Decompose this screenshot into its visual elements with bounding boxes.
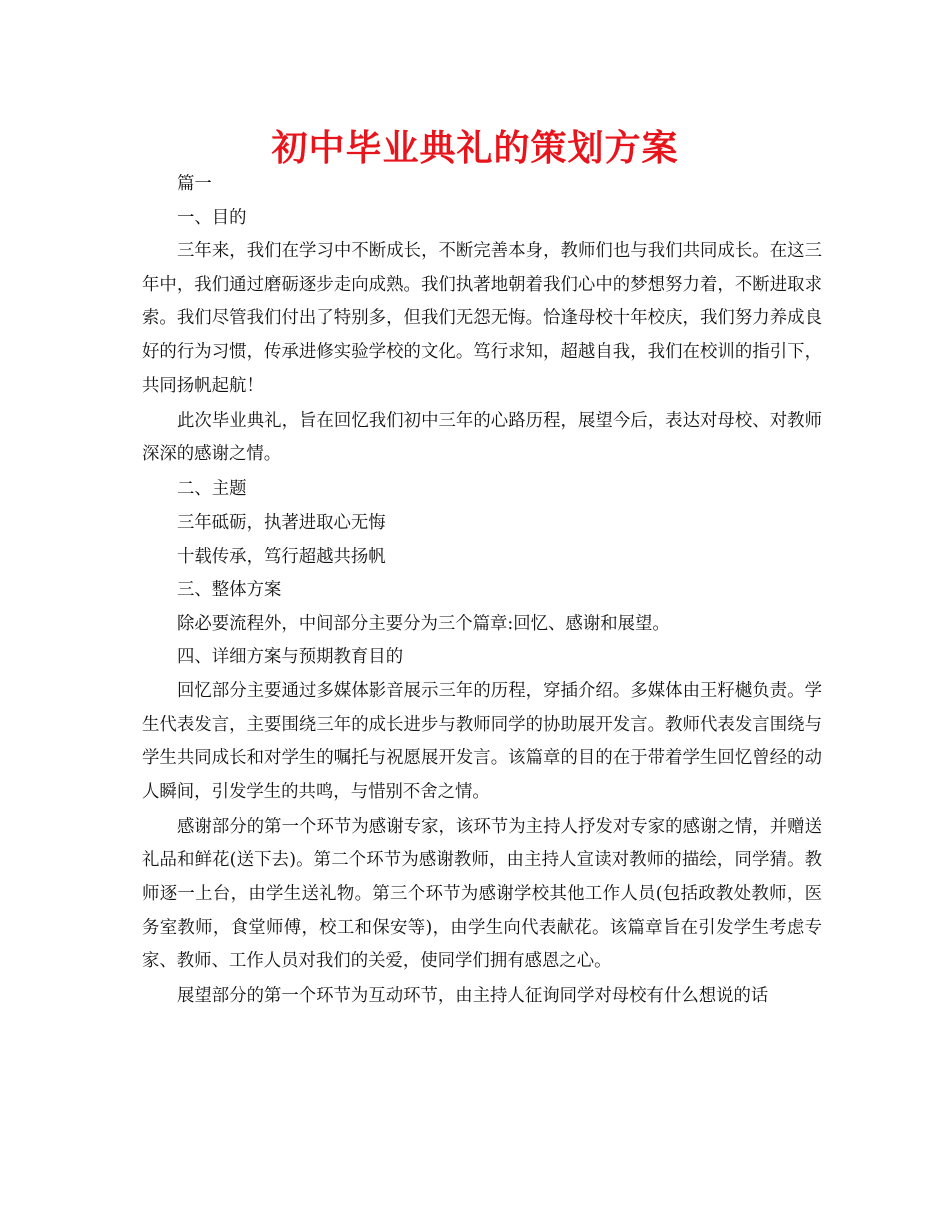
paragraph-ceremony-aim: 此次毕业典礼，旨在回忆我们初中三年的心路历程，展望今后，表达对母校、对教师深深的感谢之情。 [142, 410, 822, 465]
paragraph-thanks-part: 感谢部分的第一个环节为感谢专家，该环节为主持人抒发对专家的感谢之情，并赠送礼品和鲜花(送下去)。第二个环节为感谢教师，由主持人宣读对教师的描绘，同学猜。教师逐一上台，由学生送礼物。第三个环节为感谢学校其他工作人员(包括政教处教师，医务室教师，食堂师傅，校工和保安等)，由学生向代表献花。该篇章旨在引发学生考虑专家、教师、工作人员对我们的关爱，使同学们拥有感恩之心。 [142, 816, 822, 972]
heading-theme: 二、主题 [177, 479, 247, 500]
heading-detailed-plan: 四、详细方案与预期教育目的 [177, 647, 404, 668]
paragraph-outlook-part: 展望部分的第一个环节为互动环节，由主持人征询同学对母校有什么想说的话 [177, 986, 769, 1007]
paragraph-purpose: 三年来，我们在学习中不断成长，不断完善本身，教师们也与我们共同成长。在这三年中，我们通过磨砺逐步走向成熟。我们执著地朝着我们心中的梦想努力着，不断进取求索。我们尽管我们付出了特别多，但我们无怨无悔。恰逢母校十年校庆，我们努力养成良好的行为习惯，传承进修实验学校的文化。笃行求知，超越自我，我们在校训的指引下，共同扬帆起航！ [142, 241, 822, 396]
document-title: 初中毕业典礼的策划方案 [271, 128, 679, 169]
paragraph-review-part: 回忆部分主要通过多媒体影音展示三年的历程，穿插介绍。多媒体由王籽樾负责。学生代表发言，主要围绕三年的成长进步与教师同学的协助展开发言。教师代表发言围绕与学生共同成长和对学生的嘱托与祝愿展开发言。该篇章的目的在于带着学生回忆曾经的动人瞬间，引发学生的共鸣，与惜别不舍之情。 [142, 680, 822, 802]
paragraph-section-label: 篇一 [177, 174, 212, 194]
heading-overall-plan: 三、整体方案 [177, 580, 282, 601]
theme-line-2: 十载传承，笃行超越共扬帆 [177, 546, 386, 567]
heading-purpose: 一、目的 [177, 207, 247, 228]
document-body [142, 168, 822, 1014]
paragraph-overall-plan: 除必要流程外，中间部分主要分为三个篇章:回忆、感谢和展望。 [177, 613, 670, 634]
theme-line-1: 三年砥砺，执著进取心无悔 [177, 512, 386, 533]
